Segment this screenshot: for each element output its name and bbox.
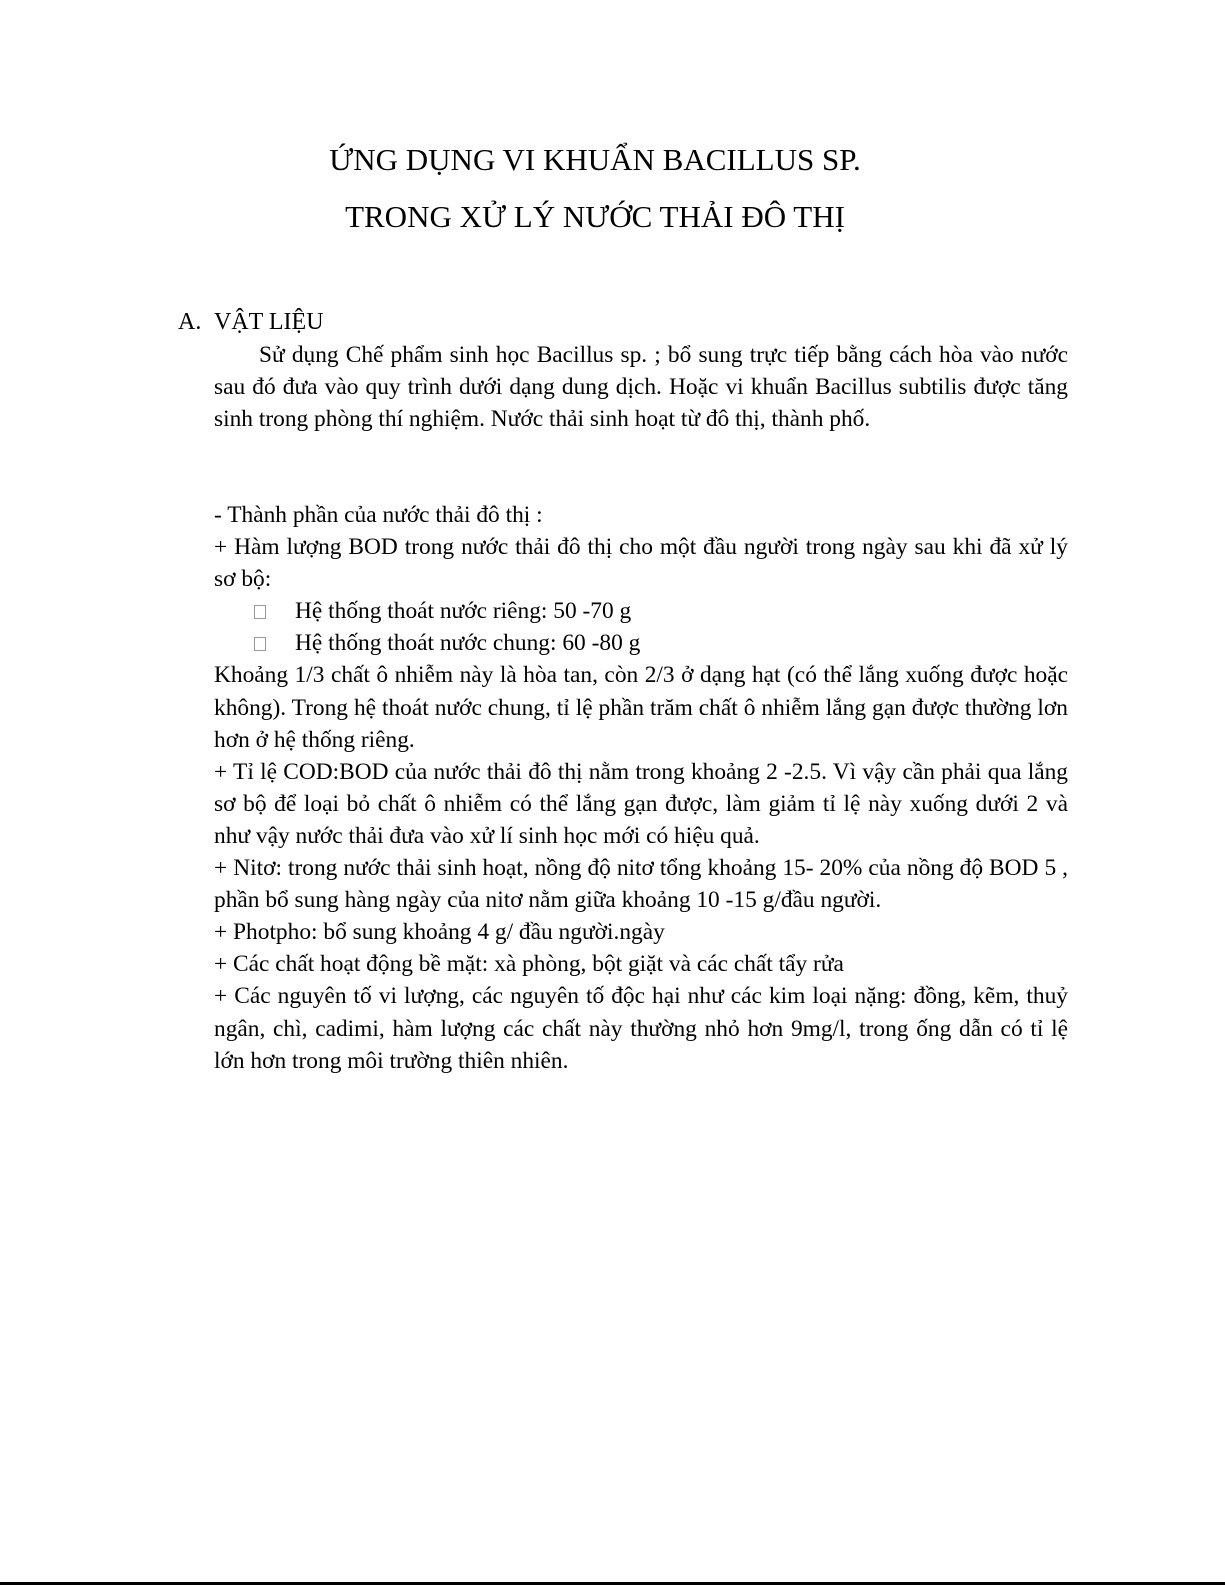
cod-bod-paragraph: + Tỉ lệ COD:BOD của nước thải đô thị nằm trong khoảng 2 -2.5. Vì vậy cần phải qua lắng sơ bộ để loại bỏ chất ô nhiễm có thể lắng gạn được, làm giảm tỉ lệ này xuống dưới 2 và như vậy nước thải đưa vào xử lí sinh học mới có hiệu quả. [214, 758, 1068, 849]
section-a-marker: A. [178, 309, 202, 335]
bod-intro-paragraph: + Hàm lượng BOD trong nước thải đô thị cho một đầu người trong ngày sau khi đã xử lý sơ bộ: [214, 534, 1068, 593]
bullet-box-icon [254, 637, 266, 651]
bullet-item [214, 595, 1068, 627]
section-a-title: VẬT LIỆU [214, 309, 324, 335]
bullet-item [214, 627, 1068, 659]
section-a-heading [178, 306, 324, 338]
document-title-line-1: ỨNG DỤNG VI KHUẨN BACILLUS SP. [329, 142, 861, 177]
document-title-line-2: TRONG XỬ LÝ NƯỚC THẢI ĐÔ THỊ [345, 199, 845, 234]
nitrogen-paragraph: + Nitơ: trong nước thải sinh hoạt, nồng độ nitơ tổng khoảng 15- 20% của nồng độ BOD 5 , phần bổ sung hàng ngày của nitơ nằm giữa khoảng 10 -15 g/đầu người. [214, 855, 1068, 914]
trace-elements-paragraph: + Các nguyên tố vi lượng, các nguyên tố độc hại như các kim loại nặng: đồng, kẽm, thuỷ ngân, chì, cadimi, hàm lượng các chất này thường nhỏ hơn 9mg/l, trong ống dẫn có tỉ lệ lớn hơn trong môi trường thiên nhiên. [214, 983, 1068, 1074]
bullet-box-icon [254, 605, 266, 619]
composition-heading: - Thành phần của nước thải đô thị : [214, 502, 543, 528]
bullet-text: Hệ thống thoát nước riêng: 50 -70 g [295, 598, 632, 625]
bullet-text: Hệ thống thoát nước chung: 60 -80 g [295, 630, 641, 657]
particle-paragraph: Khoảng 1/3 chất ô nhiễm này là hòa tan, còn 2/3 ở dạng hạt (có thể lắng xuống được hoặc không). Trong hệ thoát nước chung, tỉ lệ phần trăm chất ô nhiễm lắng gạn được thường lơn hơn ở hệ thống riêng. [214, 662, 1068, 753]
composition-block [214, 499, 1068, 1077]
phosphorus-paragraph: + Photpho: bổ sung khoảng 4 g/ đầu người.ngày [214, 919, 665, 946]
intro-paragraph: Sử dụng Chế phẩm sinh học Bacillus sp. ; bổ sung trực tiếp bằng cách hòa vào nước sau đó đưa vào quy trình dưới dạng dung dịch. Hoặc vi khuẩn Bacillus subtilis được tăng sinh trong phòng thí nghiệm. Nước thải sinh hoạt từ đô thị, thành phố. [214, 342, 1068, 433]
intro-block [214, 339, 1068, 435]
surfactant-paragraph: + Các chất hoạt động bề mặt: xà phòng, bột giặt và các chất tẩy rửa [214, 951, 844, 978]
